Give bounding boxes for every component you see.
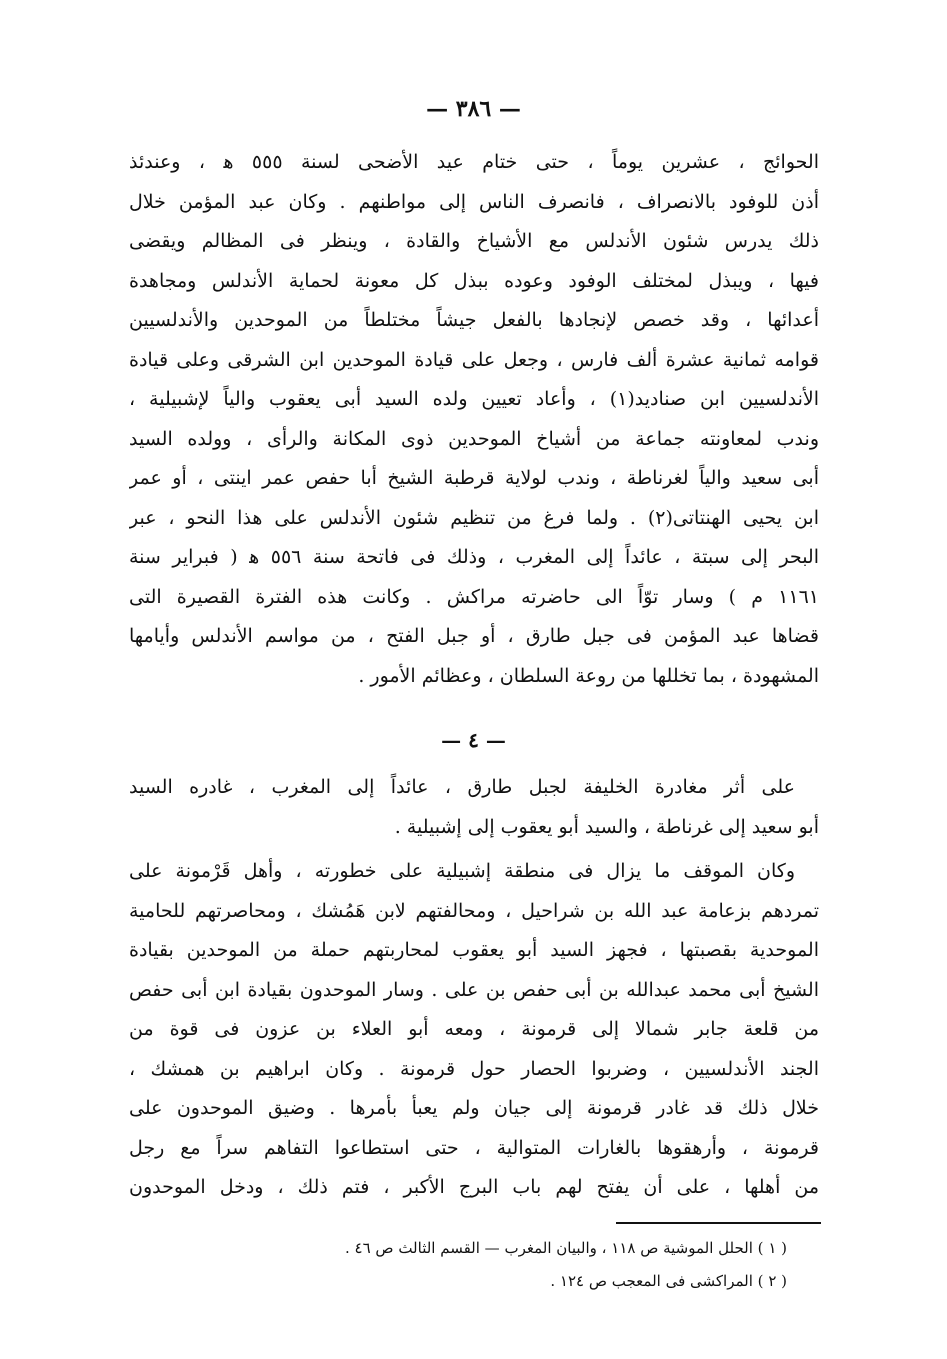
text-line: قوامه ثمانية عشرة ألف فارس ، وجعل على قيادة الموحدين ابن الشرقى وعلى قيادة [129,348,819,371]
page-number: — ٣٨٦ — [426,96,521,122]
footnote-divider [616,1222,821,1224]
text-line: فيها ، ويبذل لمختلف الوفود وعوده ببذل كل معونة لحماية الأندلس ومجاهدة [129,269,819,292]
text-line: وندب لمعاونته جماعة من أشياخ الموحدين ذوى المكانة والرأى ، وولده السيد [129,427,819,450]
text-line: ١١٦١ م ) وسار توّاً الى حاضرته مراكش . وكانت هذه الفترة القصيرة التى [129,585,819,608]
text-line: الجند الأندلسيين ، وضربوا الحصار حول قرمونة . وكان ابراهيم بن همشك ، [129,1057,819,1080]
text-line: ذلك يدرس شئون الأندلس مع الأشياخ والقادة ، وينظر فى المظالم ويقضى [129,230,819,252]
text-line: وكان الموقف ما يزال فى منطقة إشبيلية على خطورته ، وأهل قَرْمونة على [129,860,795,882]
footnotes [147,1232,787,1298]
text-line: من أهلها ، على أن يفتح لهم باب البرج الأكبر ، فتم ذلك ، ودخل الموحدون [129,1176,819,1198]
text-line: أبو سعيد إلى غرناطة ، والسيد أبو يعقوب إلى إشبيلية . [394,815,819,838]
text-line: الموحدية بقصبتها ، فجهز السيد أبو يعقوب لمحاربتهم حملة من الموحدين بقيادة [129,939,819,961]
paragraph-continuation [129,143,819,696]
paragraph-carmona-siege [129,852,819,1208]
text-line: المشهودة ، بما تخللها من روعة السلطان ، وعظائم الأمور . [358,664,819,687]
text-line: أعدائها ، وقد خصص لإنجادها بالفعل جيشاً مختلطاً من الموحدين والأندلسيين [129,309,819,331]
text-line: على أثر مغادرة الخليفة لجبل طارق ، عائداً إلى المغرب ، غادره السيد [129,776,795,798]
footnote-2: ( ٢ ) المراكشى فى المعجب ص ١٢٤ . [550,1272,787,1290]
text-line: الأندلسيين ابن صناديد(١) ، وأعاد تعيين ولده السيد أبى يعقوب والياً لإشبيلية ، [129,388,819,410]
text-line: من قلعة جابر شمالا إلى قرمونة ، ومعه أبو العلاء بن عزون فى قوة من [129,1018,819,1040]
footnote-1: ( ١ ) الحلل الموشية ص ١١٨ ، والبيان المغرب — القسم الثالث ص ٤٦ . [344,1239,787,1257]
text-line: أذن للوفود بالانصراف ، فانصرف الناس إلى مواطنهم . وكان عبد المؤمن خلال [129,190,819,213]
text-line: قضاها عبد المؤمن فى جبل طارق ، أو جبل الفتح ، من مواسم الأندلس وأيامها [129,625,819,647]
text-line: خلال ذلك قد غادر قرمونة إلى جيان ولم يعبأ بأمرها . وضيق الموحدون على [129,1097,819,1119]
paragraph-section-opening [129,768,819,847]
text-line: قرمونة ، وأرهقوها بالغارات المتوالية ، حتى استطاعوا التفاهم سراً مع رجل [129,1136,819,1159]
section-number: — ٤ — [441,728,506,752]
text-line: الشيخ أبى محمد عبدالله بن أبى حفص بن على . وسار الموحدون بقيادة ابن أبى حفص [129,978,819,1001]
text-line: تمردهم بزعامة عبد الله بن شراحيل ، ومحالفتهم لابن هَمُشك ، ومحاصرتهم للحامية [129,899,819,922]
text-line: الحوائج ، عشرين يوماً ، حتى ختام عيد الأضحى لسنة ٥٥٥ ﻫ ، وعندئذ [129,151,819,173]
text-line: البحر إلى سبتة ، عائداً إلى المغرب ، وذلك فى فاتحة سنة ٥٥٦ ﻫ ( فبراير سنة [129,546,819,568]
text-line: ابن يحيى الهنتاتى(٢) . ولما فرغ من تنظيم شئون الأندلس على هذا النحو ، عبر [129,506,819,529]
text-line: أبى سعيد والياً لغرناطة ، وندب لولاية قرطبة الشيخ أبا حفص عمر اينتى ، أو عمر [129,467,819,489]
